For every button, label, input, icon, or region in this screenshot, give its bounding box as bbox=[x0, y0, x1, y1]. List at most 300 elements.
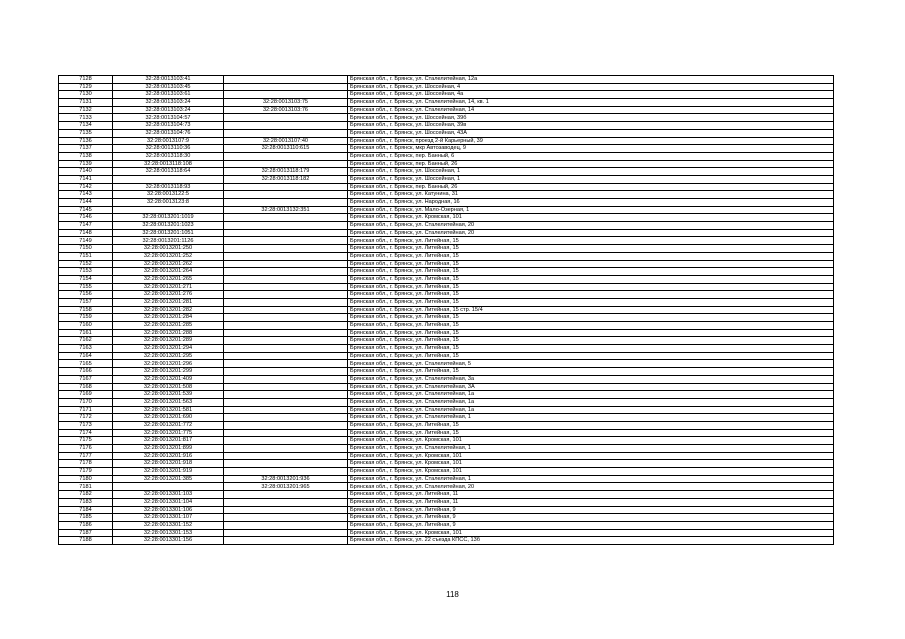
address-cell: Брянская обл., г. Брянск, ул. Кромская, 101 bbox=[348, 460, 834, 468]
table-row bbox=[59, 475, 834, 483]
table-row bbox=[59, 337, 834, 345]
parent-cadastral-number-cell bbox=[224, 391, 348, 399]
address-cell: Брянская обл., г. Брянск, ул. Сталелитейная, 14 bbox=[348, 106, 834, 114]
address-cell: Брянская обл., г. Брянск, ул. Литейная, 15 bbox=[348, 329, 834, 337]
cadastral-number-cell: 32:28:0013201:385 bbox=[113, 475, 224, 483]
cadastral-number-cell: 32:28:0013201:250 bbox=[113, 245, 224, 253]
cadastral-number-cell: 32:28:0013118:93 bbox=[113, 183, 224, 191]
table-row bbox=[59, 99, 834, 107]
parent-cadastral-number-cell bbox=[224, 521, 348, 529]
cadastral-number-cell: 32:28:0013201:563 bbox=[113, 398, 224, 406]
cadastral-number-cell: 32:28:0013104:76 bbox=[113, 129, 224, 137]
cadastral-number-cell bbox=[113, 483, 224, 491]
table-row bbox=[59, 129, 834, 137]
parent-cadastral-number-cell: 32:28:0013201:936 bbox=[224, 475, 348, 483]
cadastral-number-cell: 32:28:0013201:285 bbox=[113, 322, 224, 330]
address-cell: Брянская обл., г. Брянск, ул. Литейная, 11 bbox=[348, 498, 834, 506]
table-row bbox=[59, 322, 834, 330]
address-cell: Брянская обл., г. Брянск, ул. Литейная, 15 bbox=[348, 298, 834, 306]
address-cell: Брянская обл., г. Брянск, ул. Литейная, 9 bbox=[348, 506, 834, 514]
address-cell: Брянская обл., г. Брянск, ул. Сталелитейная, 1а bbox=[348, 391, 834, 399]
row-number-cell: 7131 bbox=[59, 99, 113, 107]
address-cell: Брянская обл., г. Брянск, ул. Литейная, 15 bbox=[348, 283, 834, 291]
parent-cadastral-number-cell bbox=[224, 429, 348, 437]
table-row bbox=[59, 391, 834, 399]
address-cell: Брянская обл., г. Брянск, ул. Шоссейная, 1 bbox=[348, 175, 834, 183]
parent-cadastral-number-cell bbox=[224, 322, 348, 330]
table-row bbox=[59, 183, 834, 191]
cadastral-number-cell: 32:28:0013201:265 bbox=[113, 275, 224, 283]
parent-cadastral-number-cell bbox=[224, 414, 348, 422]
table-row bbox=[59, 229, 834, 237]
row-number-cell: 7174 bbox=[59, 429, 113, 437]
parent-cadastral-number-cell bbox=[224, 314, 348, 322]
parent-cadastral-number-cell bbox=[224, 506, 348, 514]
cadastral-number-cell: 32:28:0013123:8 bbox=[113, 199, 224, 207]
table-row bbox=[59, 252, 834, 260]
row-number-cell: 7186 bbox=[59, 521, 113, 529]
parent-cadastral-number-cell bbox=[224, 183, 348, 191]
table-row bbox=[59, 421, 834, 429]
cadastral-number-cell: 32:28:0013201:1126 bbox=[113, 237, 224, 245]
row-number-cell: 7182 bbox=[59, 491, 113, 499]
parent-cadastral-number-cell bbox=[224, 398, 348, 406]
table-row bbox=[59, 245, 834, 253]
row-number-cell: 7140 bbox=[59, 168, 113, 176]
parent-cadastral-number-cell bbox=[224, 345, 348, 353]
parent-cadastral-number-cell bbox=[224, 191, 348, 199]
row-number-cell: 7171 bbox=[59, 406, 113, 414]
address-cell: Брянская обл., г. Брянск, ул. Шоссейная, 1 bbox=[348, 168, 834, 176]
table-row bbox=[59, 452, 834, 460]
cadastral-number-cell: 32:28:0013201:772 bbox=[113, 421, 224, 429]
parent-cadastral-number-cell bbox=[224, 214, 348, 222]
row-number-cell: 7178 bbox=[59, 460, 113, 468]
cadastral-number-cell: 32:28:0013201:281 bbox=[113, 298, 224, 306]
cadastral-number-cell: 32:28:0013103:45 bbox=[113, 83, 224, 91]
address-cell: Брянская обл., г. Брянск, ул. Шоссейная, 4 bbox=[348, 83, 834, 91]
parent-cadastral-number-cell bbox=[224, 245, 348, 253]
row-number-cell: 7144 bbox=[59, 199, 113, 207]
address-cell: Брянская обл., г. Брянск, ул. Литейная, 15 bbox=[348, 421, 834, 429]
cadastral-number-cell: 32:28:0013201:817 bbox=[113, 437, 224, 445]
row-number-cell: 7143 bbox=[59, 191, 113, 199]
address-cell: Брянская обл., г. Брянск, ул. Литейная, 15 bbox=[348, 314, 834, 322]
table-row bbox=[59, 445, 834, 453]
row-number-cell: 7129 bbox=[59, 83, 113, 91]
cadastral-number-cell: 32:28:0013110:36 bbox=[113, 145, 224, 153]
registry-table-body bbox=[59, 76, 834, 545]
cadastral-number-cell: 32:28:0013201:1019 bbox=[113, 214, 224, 222]
cadastral-number-cell: 32:28:0013201:918 bbox=[113, 460, 224, 468]
parent-cadastral-number-cell: 32:28:0013118:179 bbox=[224, 168, 348, 176]
address-cell: Брянская обл., г. Брянск, ул. Литейная, 15 bbox=[348, 368, 834, 376]
row-number-cell: 7145 bbox=[59, 206, 113, 214]
row-number-cell: 7187 bbox=[59, 529, 113, 537]
parent-cadastral-number-cell bbox=[224, 437, 348, 445]
table-row bbox=[59, 375, 834, 383]
parent-cadastral-number-cell bbox=[224, 268, 348, 276]
parent-cadastral-number-cell bbox=[224, 498, 348, 506]
table-row bbox=[59, 175, 834, 183]
address-cell: Брянская обл., г. Брянск, ул. Сталелитейная, 1 bbox=[348, 475, 834, 483]
table-row bbox=[59, 76, 834, 84]
address-cell: Брянская обл., г. Брянск, ул. Сталелитейная, 1а bbox=[348, 406, 834, 414]
address-cell: Брянская обл., г. Брянск, ул. Литейная, 15 bbox=[348, 345, 834, 353]
parent-cadastral-number-cell bbox=[224, 122, 348, 130]
address-cell: Брянская обл., г. Брянск, ул. Кромская, 101 bbox=[348, 529, 834, 537]
address-cell: Брянская обл., г. Брянск, ул. Литейная, 9 bbox=[348, 514, 834, 522]
cadastral-number-cell: 32:28:0013201:690 bbox=[113, 414, 224, 422]
parent-cadastral-number-cell bbox=[224, 91, 348, 99]
address-cell: Брянская обл., г. Брянск, ул. Литейная, 15 стр. 15/4 bbox=[348, 306, 834, 314]
parent-cadastral-number-cell bbox=[224, 283, 348, 291]
address-cell: Брянская обл., г. Брянск, ул. Литейная, 11 bbox=[348, 491, 834, 499]
cadastral-number-cell: 32:28:0013201:296 bbox=[113, 360, 224, 368]
row-number-cell: 7165 bbox=[59, 360, 113, 368]
cadastral-number-cell: 32:28:0013103:61 bbox=[113, 91, 224, 99]
row-number-cell: 7159 bbox=[59, 314, 113, 322]
table-row bbox=[59, 352, 834, 360]
row-number-cell: 7134 bbox=[59, 122, 113, 130]
address-cell: Брянская обл., г. Брянск, пер. Банный, 26 bbox=[348, 183, 834, 191]
address-cell: Брянская обл., г. Брянск, ул. Литейная, 15 bbox=[348, 352, 834, 360]
address-cell: Брянская обл., г. Брянск, ул. Литейная, 15 bbox=[348, 260, 834, 268]
table-row bbox=[59, 429, 834, 437]
cadastral-number-cell: 32:28:0013301:156 bbox=[113, 537, 224, 545]
address-cell: Брянская обл., г. Брянск, ул. Литейная, 15 bbox=[348, 322, 834, 330]
cadastral-number-cell: 32:28:0013104:57 bbox=[113, 114, 224, 122]
cadastral-number-cell: 32:28:0013201:276 bbox=[113, 291, 224, 299]
cadastral-number-cell: 32:28:0013201:284 bbox=[113, 314, 224, 322]
table-row bbox=[59, 291, 834, 299]
row-number-cell: 7172 bbox=[59, 414, 113, 422]
table-row bbox=[59, 275, 834, 283]
row-number-cell: 7150 bbox=[59, 245, 113, 253]
cadastral-number-cell: 32:28:0013301:106 bbox=[113, 506, 224, 514]
row-number-cell: 7151 bbox=[59, 252, 113, 260]
row-number-cell: 7176 bbox=[59, 445, 113, 453]
cadastral-number-cell: 32:28:0013201:289 bbox=[113, 337, 224, 345]
page-number: 118 bbox=[446, 590, 459, 599]
table-row bbox=[59, 360, 834, 368]
cadastral-number-cell: 32:28:0013103:41 bbox=[113, 76, 224, 84]
address-cell: Брянская обл., г. Брянск, мкр Автозаводец, 9 bbox=[348, 145, 834, 153]
row-number-cell: 7184 bbox=[59, 506, 113, 514]
table-row bbox=[59, 506, 834, 514]
row-number-cell: 7162 bbox=[59, 337, 113, 345]
parent-cadastral-number-cell bbox=[224, 229, 348, 237]
address-cell: Брянская обл., г. Брянск, ул. Сталелитейная, 20 bbox=[348, 483, 834, 491]
parent-cadastral-number-cell bbox=[224, 445, 348, 453]
address-cell: Брянская обл., г. Брянск, ул. 22 съезда КПСС, 13б bbox=[348, 537, 834, 545]
cadastral-number-cell: 32:28:0013103:24 bbox=[113, 99, 224, 107]
row-number-cell: 7133 bbox=[59, 114, 113, 122]
cadastral-number-cell bbox=[113, 175, 224, 183]
row-number-cell: 7155 bbox=[59, 283, 113, 291]
cadastral-number-cell: 32:28:0013201:264 bbox=[113, 268, 224, 276]
table-row bbox=[59, 398, 834, 406]
row-number-cell: 7169 bbox=[59, 391, 113, 399]
parent-cadastral-number-cell bbox=[224, 375, 348, 383]
cadastral-number-cell: 32:28:0013201:295 bbox=[113, 352, 224, 360]
table-row bbox=[59, 199, 834, 207]
table-row bbox=[59, 498, 834, 506]
address-cell: Брянская обл., г. Брянск, ул. Сталелитейная, 5 bbox=[348, 360, 834, 368]
parent-cadastral-number-cell bbox=[224, 291, 348, 299]
address-cell: Брянская обл., г. Брянск, ул. Литейная, 15 bbox=[348, 275, 834, 283]
table-row bbox=[59, 414, 834, 422]
table-row bbox=[59, 114, 834, 122]
cadastral-number-cell: 32:28:0013118:30 bbox=[113, 152, 224, 160]
cadastral-number-cell: 32:28:0013201:1051 bbox=[113, 229, 224, 237]
table-row bbox=[59, 122, 834, 130]
parent-cadastral-number-cell bbox=[224, 252, 348, 260]
cadastral-number-cell: 32:28:0013118:108 bbox=[113, 160, 224, 168]
table-row bbox=[59, 191, 834, 199]
table-row bbox=[59, 298, 834, 306]
parent-cadastral-number-cell bbox=[224, 160, 348, 168]
row-number-cell: 7173 bbox=[59, 421, 113, 429]
address-cell: Брянская обл., г. Брянск, ул. Народная, 16 bbox=[348, 199, 834, 207]
row-number-cell: 7152 bbox=[59, 260, 113, 268]
row-number-cell: 7157 bbox=[59, 298, 113, 306]
table-row bbox=[59, 437, 834, 445]
cadastral-number-cell: 32:28:0013107:9 bbox=[113, 137, 224, 145]
parent-cadastral-number-cell bbox=[224, 529, 348, 537]
address-cell: Брянская обл., г. Брянск, ул. Шоссейная, 39б bbox=[348, 114, 834, 122]
cadastral-number-cell: 32:28:0013201:299 bbox=[113, 368, 224, 376]
row-number-cell: 7181 bbox=[59, 483, 113, 491]
row-number-cell: 7175 bbox=[59, 437, 113, 445]
table-row bbox=[59, 329, 834, 337]
address-cell: Брянская обл., г. Брянск, ул. Сталелитейная, 12а bbox=[348, 76, 834, 84]
cadastral-number-cell: 32:28:0013201:508 bbox=[113, 383, 224, 391]
table-row bbox=[59, 460, 834, 468]
cadastral-number-cell: 32:28:0013104:73 bbox=[113, 122, 224, 130]
row-number-cell: 7185 bbox=[59, 514, 113, 522]
address-cell: Брянская обл., г. Брянск, ул. Сталелитейная, 20 bbox=[348, 229, 834, 237]
table-row bbox=[59, 521, 834, 529]
row-number-cell: 7166 bbox=[59, 368, 113, 376]
table-row bbox=[59, 145, 834, 153]
parent-cadastral-number-cell bbox=[224, 76, 348, 84]
row-number-cell: 7149 bbox=[59, 237, 113, 245]
row-number-cell: 7180 bbox=[59, 475, 113, 483]
cadastral-number-cell: 32:28:0013201:919 bbox=[113, 468, 224, 476]
row-number-cell: 7142 bbox=[59, 183, 113, 191]
address-cell: Брянская обл., г. Брянск, ул. Литейная, 15 bbox=[348, 237, 834, 245]
table-row bbox=[59, 383, 834, 391]
row-number-cell: 7168 bbox=[59, 383, 113, 391]
registry-table bbox=[58, 75, 834, 545]
table-row bbox=[59, 137, 834, 145]
row-number-cell: 7161 bbox=[59, 329, 113, 337]
cadastral-number-cell: 32:28:0013201:252 bbox=[113, 252, 224, 260]
table-row bbox=[59, 168, 834, 176]
cadastral-number-cell: 32:28:0013301:152 bbox=[113, 521, 224, 529]
parent-cadastral-number-cell: 32:28:0013118:182 bbox=[224, 175, 348, 183]
cadastral-number-cell: 32:28:0013301:153 bbox=[113, 529, 224, 537]
parent-cadastral-number-cell: 32:28:0013103:75 bbox=[224, 99, 348, 107]
cadastral-number-cell: 32:28:0013118:64 bbox=[113, 168, 224, 176]
row-number-cell: 7164 bbox=[59, 352, 113, 360]
cadastral-number-cell bbox=[113, 206, 224, 214]
parent-cadastral-number-cell: 32:28:0013201:965 bbox=[224, 483, 348, 491]
row-number-cell: 7132 bbox=[59, 106, 113, 114]
cadastral-number-cell: 32:28:0013201:409 bbox=[113, 375, 224, 383]
address-cell: Брянская обл., г. Брянск, ул. Шоссейная, 39в bbox=[348, 122, 834, 130]
parent-cadastral-number-cell bbox=[224, 368, 348, 376]
row-number-cell: 7135 bbox=[59, 129, 113, 137]
cadastral-number-cell: 32:28:0013201:899 bbox=[113, 445, 224, 453]
table-row bbox=[59, 537, 834, 545]
row-number-cell: 7170 bbox=[59, 398, 113, 406]
cadastral-number-cell: 32:28:0013201:288 bbox=[113, 329, 224, 337]
table-row bbox=[59, 83, 834, 91]
table-row bbox=[59, 314, 834, 322]
cadastral-number-cell: 32:28:0013103:24 bbox=[113, 106, 224, 114]
table-row bbox=[59, 529, 834, 537]
parent-cadastral-number-cell bbox=[224, 491, 348, 499]
parent-cadastral-number-cell bbox=[224, 260, 348, 268]
address-cell: Брянская обл., г. Брянск, пер. Банный, 6 bbox=[348, 152, 834, 160]
cadastral-number-cell: 32:28:0013201:775 bbox=[113, 429, 224, 437]
parent-cadastral-number-cell bbox=[224, 406, 348, 414]
table-row bbox=[59, 306, 834, 314]
address-cell: Брянская обл., г. Брянск, ул. Сталелитейная, 14, кв. 1 bbox=[348, 99, 834, 107]
parent-cadastral-number-cell bbox=[224, 199, 348, 207]
address-cell: Брянская обл., г. Брянск, ул. Катунина, 31 bbox=[348, 191, 834, 199]
table-row bbox=[59, 91, 834, 99]
row-number-cell: 7130 bbox=[59, 91, 113, 99]
row-number-cell: 7160 bbox=[59, 322, 113, 330]
parent-cadastral-number-cell bbox=[224, 298, 348, 306]
parent-cadastral-number-cell bbox=[224, 222, 348, 230]
address-cell: Брянская обл., г. Брянск, ул. Шоссейная, 43А bbox=[348, 129, 834, 137]
parent-cadastral-number-cell: 32:28:0013103:76 bbox=[224, 106, 348, 114]
table-row bbox=[59, 345, 834, 353]
address-cell: Брянская обл., г. Брянск, ул. Литейная, 9 bbox=[348, 521, 834, 529]
address-cell: Брянская обл., г. Брянск, ул. Кромская, 101 bbox=[348, 437, 834, 445]
parent-cadastral-number-cell: 32:28:0013107:40 bbox=[224, 137, 348, 145]
table-row bbox=[59, 268, 834, 276]
parent-cadastral-number-cell bbox=[224, 537, 348, 545]
address-cell: Брянская обл., г. Брянск, ул. Кромская, 101 bbox=[348, 468, 834, 476]
parent-cadastral-number-cell bbox=[224, 352, 348, 360]
parent-cadastral-number-cell bbox=[224, 114, 348, 122]
parent-cadastral-number-cell bbox=[224, 360, 348, 368]
table-row bbox=[59, 237, 834, 245]
address-cell: Брянская обл., г. Брянск, ул. Литейная, 15 bbox=[348, 252, 834, 260]
row-number-cell: 7177 bbox=[59, 452, 113, 460]
cadastral-number-cell: 32:28:0013201:282 bbox=[113, 306, 224, 314]
row-number-cell: 7179 bbox=[59, 468, 113, 476]
row-number-cell: 7147 bbox=[59, 222, 113, 230]
row-number-cell: 7163 bbox=[59, 345, 113, 353]
parent-cadastral-number-cell bbox=[224, 452, 348, 460]
cadastral-number-cell: 32:28:0013201:581 bbox=[113, 406, 224, 414]
address-cell: Брянская обл., г. Брянск, ул. Сталелитейная, 3А bbox=[348, 383, 834, 391]
address-cell: Брянская обл., г. Брянск, ул. Литейная, 15 bbox=[348, 268, 834, 276]
address-cell: Брянская обл., г. Брянск, ул. Литейная, 15 bbox=[348, 337, 834, 345]
address-cell: Брянская обл., г. Брянск, ул. Шоссейная, 4а bbox=[348, 91, 834, 99]
cadastral-number-cell: 32:28:0013201:539 bbox=[113, 391, 224, 399]
table-row bbox=[59, 468, 834, 476]
table-row bbox=[59, 152, 834, 160]
table-row bbox=[59, 491, 834, 499]
parent-cadastral-number-cell bbox=[224, 129, 348, 137]
parent-cadastral-number-cell: 32:28:0013132:351 bbox=[224, 206, 348, 214]
table-row bbox=[59, 160, 834, 168]
table-row bbox=[59, 368, 834, 376]
parent-cadastral-number-cell bbox=[224, 152, 348, 160]
table-row bbox=[59, 260, 834, 268]
parent-cadastral-number-cell bbox=[224, 514, 348, 522]
address-cell: Брянская обл., г. Брянск, ул. Литейная, 15 bbox=[348, 429, 834, 437]
parent-cadastral-number-cell bbox=[224, 237, 348, 245]
parent-cadastral-number-cell bbox=[224, 383, 348, 391]
address-cell: Брянская обл., г. Брянск, ул. Кромская, 101 bbox=[348, 214, 834, 222]
parent-cadastral-number-cell bbox=[224, 83, 348, 91]
address-cell: Брянская обл., г. Брянск, проезд 2-й Карьерный, 39 bbox=[348, 137, 834, 145]
row-number-cell: 7158 bbox=[59, 306, 113, 314]
table-row bbox=[59, 214, 834, 222]
cadastral-number-cell: 32:28:0013201:916 bbox=[113, 452, 224, 460]
address-cell: Брянская обл., г. Брянск, ул. Сталелитейная, 3а bbox=[348, 375, 834, 383]
address-cell: Брянская обл., г. Брянск, ул. Кромская, 101 bbox=[348, 452, 834, 460]
row-number-cell: 7188 bbox=[59, 537, 113, 545]
row-number-cell: 7153 bbox=[59, 268, 113, 276]
parent-cadastral-number-cell: 32:28:0013110:615 bbox=[224, 145, 348, 153]
row-number-cell: 7146 bbox=[59, 214, 113, 222]
parent-cadastral-number-cell bbox=[224, 421, 348, 429]
parent-cadastral-number-cell bbox=[224, 329, 348, 337]
table-row bbox=[59, 406, 834, 414]
table-row bbox=[59, 283, 834, 291]
cadastral-number-cell: 32:28:0013301:103 bbox=[113, 491, 224, 499]
cadastral-number-cell: 32:28:0013201:271 bbox=[113, 283, 224, 291]
parent-cadastral-number-cell bbox=[224, 306, 348, 314]
address-cell: Брянская обл., г. Брянск, ул. Литейная, 15 bbox=[348, 291, 834, 299]
row-number-cell: 7148 bbox=[59, 229, 113, 237]
address-cell: Брянская обл., г. Брянск, ул. Сталелитейная, 20 bbox=[348, 222, 834, 230]
cadastral-number-cell: 32:28:0013122:5 bbox=[113, 191, 224, 199]
row-number-cell: 7167 bbox=[59, 375, 113, 383]
address-cell: Брянская обл., г. Брянск, ул. Сталелитейная, 1а bbox=[348, 398, 834, 406]
row-number-cell: 7136 bbox=[59, 137, 113, 145]
table-row bbox=[59, 206, 834, 214]
cadastral-number-cell: 32:28:0013201:1023 bbox=[113, 222, 224, 230]
table-row bbox=[59, 514, 834, 522]
table-row bbox=[59, 483, 834, 491]
cadastral-number-cell: 32:28:0013201:294 bbox=[113, 345, 224, 353]
row-number-cell: 7154 bbox=[59, 275, 113, 283]
cadastral-number-cell: 32:28:0013301:104 bbox=[113, 498, 224, 506]
row-number-cell: 7139 bbox=[59, 160, 113, 168]
row-number-cell: 7137 bbox=[59, 145, 113, 153]
address-cell: Брянская обл., г. Брянск, пер. Банный, 26 bbox=[348, 160, 834, 168]
row-number-cell: 7128 bbox=[59, 76, 113, 84]
cadastral-number-cell: 32:28:0013301:107 bbox=[113, 514, 224, 522]
parent-cadastral-number-cell bbox=[224, 468, 348, 476]
row-number-cell: 7183 bbox=[59, 498, 113, 506]
address-cell: Брянская обл., г. Брянск, ул. Сталелитейная, 1 bbox=[348, 414, 834, 422]
parent-cadastral-number-cell bbox=[224, 337, 348, 345]
row-number-cell: 7138 bbox=[59, 152, 113, 160]
address-cell: Брянская обл., г. Брянск, ул. Литейная, 15 bbox=[348, 245, 834, 253]
address-cell: Брянская обл., г. Брянск, ул. Мало-Озерная, 1 bbox=[348, 206, 834, 214]
